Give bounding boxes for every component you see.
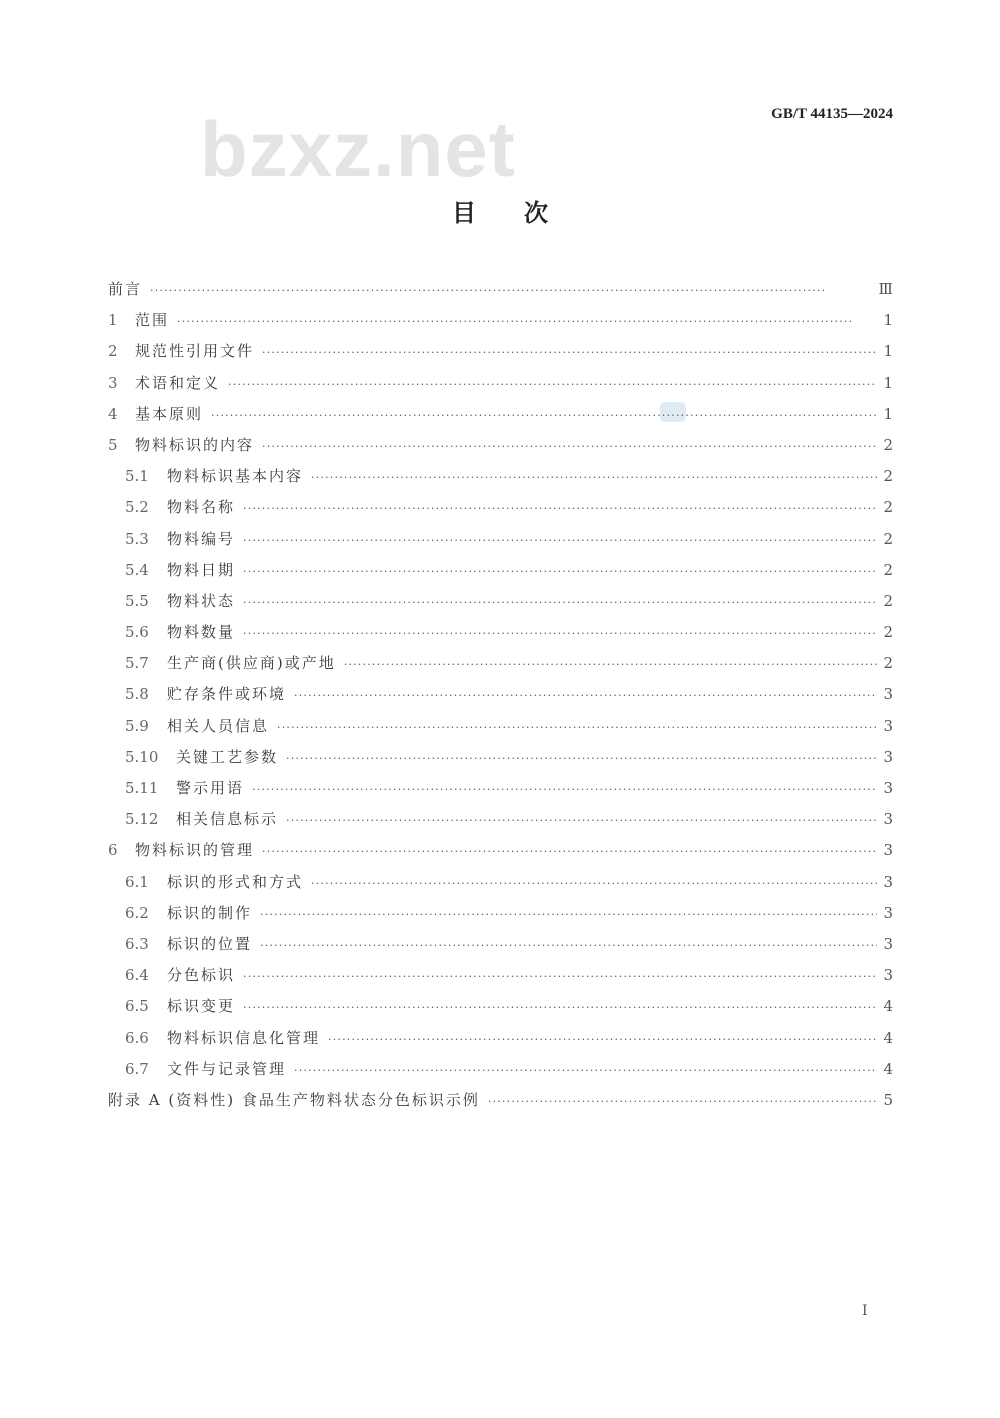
page-title-char: 次 xyxy=(524,199,548,227)
toc-entry-page: 3 xyxy=(883,841,893,860)
toc-entry-title: 标识的制作 xyxy=(167,903,253,922)
toc-entry[interactable] xyxy=(108,964,893,995)
leader-dots xyxy=(262,845,877,858)
toc-entry-number: 5.1 xyxy=(125,467,149,486)
toc-entry[interactable] xyxy=(108,465,893,496)
toc-entry-page: 2 xyxy=(883,623,893,642)
toc-entry[interactable] xyxy=(108,1089,893,1120)
toc-entry-number: 6.5 xyxy=(125,997,149,1016)
toc-entry-number: 5.8 xyxy=(125,685,149,704)
toc-entry-title: 关键工艺参数 xyxy=(176,747,279,766)
page-title xyxy=(0,198,1000,228)
toc-entry-number: 5.3 xyxy=(125,529,149,548)
toc-entry-page: 5 xyxy=(883,1090,893,1109)
toc-entry-title: 物料标识的管理 xyxy=(135,841,255,860)
toc-entry-title: 标识的位置 xyxy=(167,934,253,953)
toc-entry-number: 5 xyxy=(108,435,118,454)
toc-entry-page: 4 xyxy=(883,1028,893,1047)
leader-dots xyxy=(260,939,877,952)
toc-entry-title: 标识变更 xyxy=(167,997,236,1016)
toc-entry-title: 附录 A (资料性) 食品生产物料状态分色标识示例 xyxy=(108,1090,480,1109)
toc-entry-page: 4 xyxy=(883,997,893,1016)
leader-dots xyxy=(150,284,873,297)
toc-entry-page: 2 xyxy=(883,654,893,673)
toc-entry-page: 2 xyxy=(883,591,893,610)
toc-entry-number: 3 xyxy=(108,373,118,392)
toc-entry[interactable] xyxy=(108,715,893,746)
toc-entry-number: 5.11 xyxy=(125,779,159,797)
leader-dots xyxy=(488,1095,878,1108)
toc-entry-number: 5.2 xyxy=(125,498,149,517)
leader-dots xyxy=(286,814,877,827)
toc-entry-page: 1 xyxy=(883,311,893,330)
toc-entry-page: 3 xyxy=(883,810,893,829)
toc-entry-number: 6 xyxy=(108,841,118,860)
leader-dots xyxy=(311,877,877,890)
toc-entry-title: 贮存条件或环境 xyxy=(167,685,287,704)
toc-entry-number: 5.10 xyxy=(125,747,159,766)
toc-entry-page: 2 xyxy=(883,529,893,548)
toc-entry-title: 规范性引用文件 xyxy=(135,342,255,361)
leader-dots xyxy=(286,752,877,765)
leader-dots xyxy=(228,378,877,391)
toc-entry-page: 2 xyxy=(883,560,893,579)
toc-entry[interactable] xyxy=(108,340,893,371)
toc-entry-title: 相关人员信息 xyxy=(167,716,270,735)
toc-entry[interactable] xyxy=(108,372,893,403)
toc-entry-page: 3 xyxy=(883,747,893,766)
toc-entry-number: 5.12 xyxy=(125,810,159,829)
toc-entry[interactable] xyxy=(108,839,893,870)
toc-entry-number: 6.6 xyxy=(125,1028,149,1047)
toc-entry-number: 5.4 xyxy=(125,560,149,579)
toc-entry-number: 1 xyxy=(108,311,118,330)
toc-entry-number: 6.4 xyxy=(125,966,149,985)
leader-dots xyxy=(262,440,877,453)
toc-entry[interactable] xyxy=(108,621,893,652)
toc-entry[interactable] xyxy=(108,1058,893,1089)
toc-entry-page: 3 xyxy=(883,716,893,735)
toc-entry-title: 标识的形式和方式 xyxy=(167,872,304,891)
toc-entry[interactable] xyxy=(108,871,893,902)
toc-entry-number: 5.6 xyxy=(125,623,149,642)
toc-entry-number: 2 xyxy=(108,342,118,361)
toc-entry-title: 物料名称 xyxy=(167,498,236,517)
toc-entry-number: 4 xyxy=(108,404,118,423)
page-number: I xyxy=(862,1303,868,1319)
toc-entry-page: 2 xyxy=(883,467,893,486)
toc-entry[interactable] xyxy=(108,590,893,621)
toc-entry-title: 范围 xyxy=(135,311,170,330)
toc-entry-page: 3 xyxy=(883,872,893,891)
toc-entry-title: 物料数量 xyxy=(167,623,236,642)
toc-entry[interactable] xyxy=(108,403,893,434)
leader-dots xyxy=(328,1033,877,1046)
page-title-char: 目 xyxy=(452,199,476,227)
watermark: bzxz.net xyxy=(200,105,516,193)
toc-entry-number: 5.5 xyxy=(125,591,149,610)
toc-entry-page: 3 xyxy=(883,685,893,704)
toc-entry-title: 警示用语 xyxy=(176,779,245,797)
toc-entry-page: 3 xyxy=(883,934,893,953)
toc-entry-title: 物料编号 xyxy=(167,529,236,548)
leader-dots xyxy=(262,346,877,359)
toc-entry-number: 5.9 xyxy=(125,716,149,735)
toc-entry-page: 3 xyxy=(883,903,893,922)
toc-entry[interactable] xyxy=(108,995,893,1026)
leader-dots xyxy=(243,565,877,578)
toc-entry-page: 1 xyxy=(883,342,893,361)
leader-dots xyxy=(243,627,877,640)
toc-entry[interactable] xyxy=(108,278,893,309)
toc-entry-title: 物料日期 xyxy=(167,560,236,579)
leader-dots xyxy=(294,1064,877,1077)
leader-dots xyxy=(344,658,878,671)
leader-dots xyxy=(311,471,877,484)
toc-entry-number: 5.7 xyxy=(125,654,149,673)
toc-entry-title: 物料标识信息化管理 xyxy=(167,1028,321,1047)
standard-number: GB/T 44135—2024 xyxy=(771,106,893,122)
toc-entry[interactable] xyxy=(108,808,893,839)
toc-entry-title: 相关信息标示 xyxy=(176,810,279,829)
leader-dots xyxy=(243,502,877,515)
toc-entry-title: 前言 xyxy=(108,280,143,298)
toc-entry[interactable] xyxy=(108,683,893,714)
toc-entry-page: 1 xyxy=(883,373,893,392)
leader-dots xyxy=(252,783,877,796)
leader-dots xyxy=(243,534,877,547)
toc-entry-title: 文件与记录管理 xyxy=(167,1059,287,1078)
toc-entry[interactable] xyxy=(108,1027,893,1058)
toc-entry[interactable] xyxy=(108,559,893,590)
toc-entry-title: 基本原则 xyxy=(135,404,204,423)
toc-entry[interactable] xyxy=(108,933,893,964)
toc-entry-page: 2 xyxy=(883,435,893,454)
toc-entry-number: 6.1 xyxy=(125,872,149,891)
toc-entry[interactable] xyxy=(108,777,893,808)
toc-entry-title: 术语和定义 xyxy=(135,373,221,392)
leader-dots xyxy=(243,970,877,983)
toc-entry-page: 1 xyxy=(883,404,893,423)
leader-dots xyxy=(277,721,877,734)
toc-entry[interactable] xyxy=(108,902,893,933)
leader-dots xyxy=(294,689,877,702)
toc-entry[interactable] xyxy=(108,496,893,527)
toc-entry-title: 生产商(供应商)或产地 xyxy=(167,654,336,673)
toc-entry-title: 分色标识 xyxy=(167,966,236,985)
toc-entry-number: 6.7 xyxy=(125,1059,149,1078)
leader-dots xyxy=(260,908,877,921)
toc-entry[interactable] xyxy=(108,434,893,465)
toc-entry-title: 物料状态 xyxy=(167,591,236,610)
toc-entry-page: 3 xyxy=(883,779,893,797)
leader-dots xyxy=(243,596,877,609)
toc-entry-page: Ⅲ xyxy=(878,280,893,298)
toc-entry-number: 6.3 xyxy=(125,934,149,953)
toc-entry-title: 物料标识的内容 xyxy=(135,435,255,454)
toc-entry-number: 6.2 xyxy=(125,903,149,922)
toc-entry[interactable] xyxy=(108,528,893,559)
leader-dots xyxy=(211,409,877,422)
table-of-contents xyxy=(108,278,893,1120)
toc-entry-title: 物料标识基本内容 xyxy=(167,467,304,486)
toc-entry-page: 3 xyxy=(883,966,893,985)
toc-entry-page: 2 xyxy=(883,498,893,517)
toc-entry-page: 4 xyxy=(883,1059,893,1078)
toc-entry[interactable] xyxy=(108,652,893,683)
toc-entry[interactable] xyxy=(108,309,893,340)
leader-dots xyxy=(243,1001,877,1014)
toc-entry[interactable] xyxy=(108,746,893,777)
leader-dots xyxy=(177,315,877,328)
